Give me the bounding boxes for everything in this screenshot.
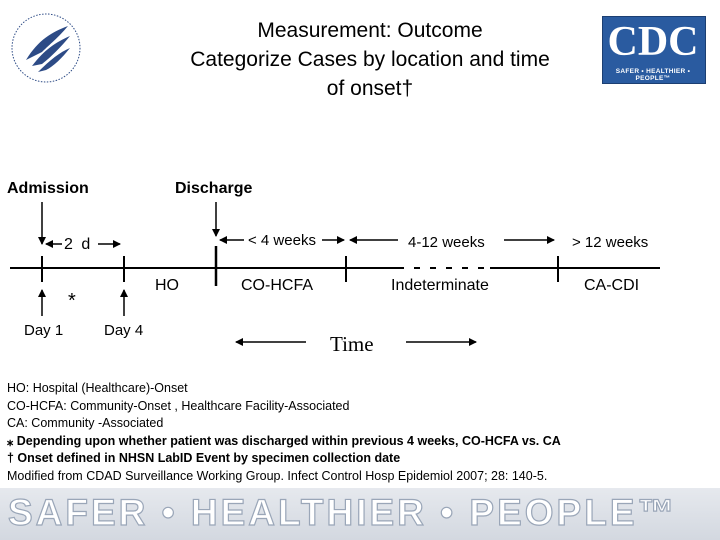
title-line-3: of onset† [326, 77, 414, 100]
cohcfa-label: CO-HCFA [241, 277, 313, 294]
title-line-1: Measurement: Outcome [257, 19, 483, 42]
day1-label: Day 1 [24, 322, 64, 339]
cdc-logo-text: CDC [607, 19, 699, 65]
note-ca: CA: Community -Associated [7, 416, 164, 430]
admission-label: Admission [7, 180, 89, 197]
day4-label: Day 4 [104, 322, 144, 339]
time-label: Time [330, 332, 374, 356]
cacdi-label: CA-CDI [584, 277, 640, 294]
indeterminate-label: Indeterminate [391, 277, 489, 294]
notes-block [7, 380, 561, 485]
note-asterisk: ⁎ Depending upon whether patient was discharged within previous 4 weeks, CO-HCFA vs. CA [7, 433, 561, 448]
cdc-logo-tagline: SAFER • HEALTHIER • PEOPLE™ [615, 68, 691, 82]
note-ho: HO: Hospital (Healthcare)-Onset [7, 381, 188, 395]
title-line-2: Categorize Cases by location and time [190, 48, 550, 71]
w4-12-weeks-label: 4-12 weeks [408, 234, 485, 251]
discharge-label: Discharge [175, 180, 253, 197]
lt4-weeks-label: < 4 weeks [248, 232, 316, 249]
note-dagger: † Onset defined in NHSN LabID Event by specimen collection date [7, 451, 401, 465]
ho-label: HO [155, 277, 179, 294]
gt12-weeks-label: > 12 weeks [572, 234, 649, 251]
footer-slogan: SAFER • HEALTHIER • PEOPLE™ [8, 492, 678, 533]
note-source: Modified from CDAD Surveillance Working Group. Infect Control Hosp Epidemiol 2007; 28: 140-5. [7, 468, 548, 483]
asterisk-marker: * [68, 290, 76, 312]
two-day-label: 2 d [64, 236, 93, 253]
note-cohcfa: CO-HCFA: Community-Onset , Healthcare Facility-Associated [7, 398, 350, 413]
